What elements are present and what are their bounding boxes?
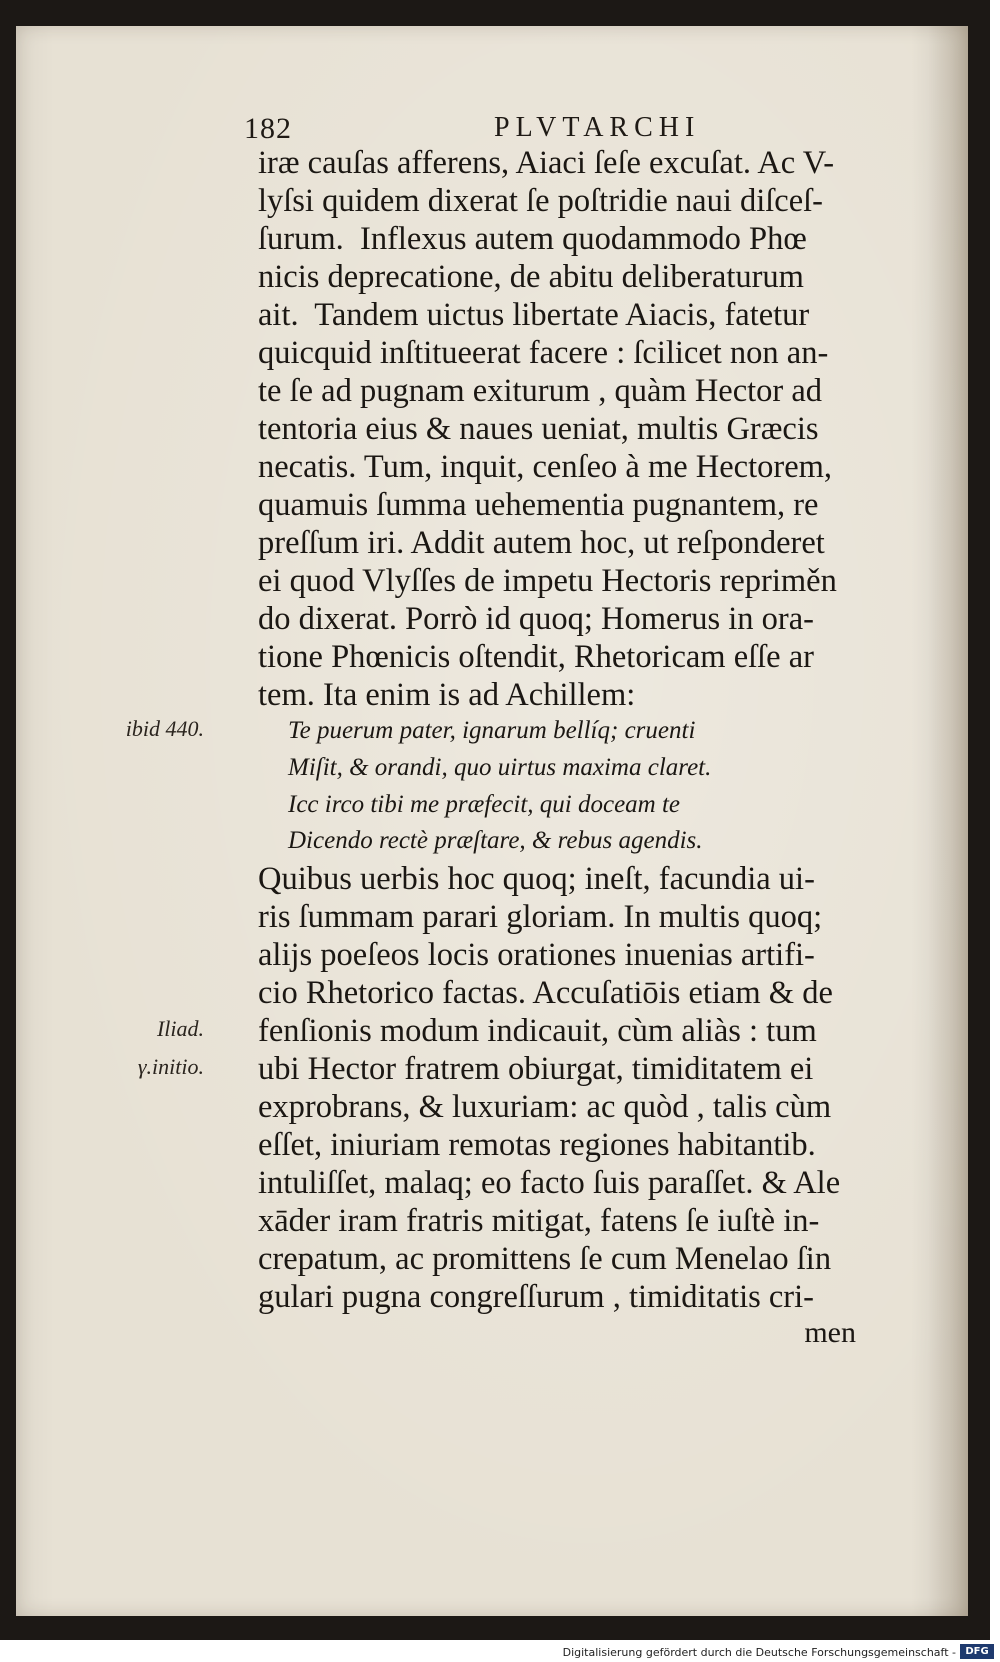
text-line: tentoria eius & naues ueniat, multis Græcis xyxy=(258,411,819,447)
text-line: crepatum, ac promittens ſe cum Menelao ſin xyxy=(258,1241,832,1277)
text-line: ris ſummam parari gloriam. In multis quoq; xyxy=(258,899,823,935)
text-line: gulari pugna congreſſurum , timiditatis cri- xyxy=(258,1279,814,1315)
text-line: lyſsi quidem dixerat ſe poſtridie naui diſceſ- xyxy=(258,183,823,219)
text-line: cio Rhetorico factas. Accuſatiōis etiam & de xyxy=(258,975,833,1011)
text-line: fenſionis modum indicauit, cùm aliàs : tum xyxy=(258,1013,817,1049)
digitization-credit-bar xyxy=(0,1640,1000,1662)
marginal-note-ibid: ibid 440. xyxy=(125,716,204,741)
text-line: ubi Hector fratrem obiurgat, timiditatem ei xyxy=(258,1051,814,1087)
marginal-note-iliad: Iliad. xyxy=(156,1016,204,1041)
text-line: te ſe ad pugnam exiturum , quàm Hector ad xyxy=(258,373,823,409)
running-title: PLVTARCHI xyxy=(494,112,701,143)
verse-line: Dicendo rectè præſtare, & rebus agendis. xyxy=(288,827,703,854)
text-line: preſſum iri. Addit autem hoc, ut reſponderet xyxy=(258,525,825,561)
catchword: men xyxy=(804,1316,856,1349)
dfg-logo: DFG xyxy=(960,1644,994,1659)
page-edge-shadow xyxy=(928,26,968,1616)
verse-line: Icc irco tibi me præfecit, qui doceam te xyxy=(288,791,681,818)
text-line: ſurum. Inflexus autem quodammodo Phœ xyxy=(258,221,807,257)
text-line: tem. Ita enim is ad Achillem: xyxy=(258,677,636,713)
text-line: necatis. Tum, inquit, cenſeo à me Hectorem, xyxy=(258,449,833,485)
text-line: intuliſſet, malaq; eo facto ſuis paraſſet. & Ale xyxy=(258,1165,841,1201)
text-line: quamuis ſumma uehementia pugnantem, re xyxy=(258,487,819,523)
text-line: ei quod Vlyſſes de impetu Hectoris repriměn xyxy=(258,563,837,599)
text-line: quicquid inſtitueerat facere : ſcilicet non an- xyxy=(258,335,829,371)
text-line: Quibus uerbis hoc quoq; ineſt, facundia ui- xyxy=(258,861,815,897)
text-line: ait. Tandem uictus libertate Aiacis, fatetur xyxy=(258,297,810,333)
text-line: nicis deprecatione, de abitu deliberaturum xyxy=(258,259,804,295)
text-line: iræ cauſas afferens, Aiaci ſeſe excuſat. Ac V- xyxy=(258,145,835,181)
text-line: xāder iram fratris mitigat, fatens ſe iuſtè in- xyxy=(258,1203,820,1239)
page-number: 182 xyxy=(244,112,292,145)
text-line: eſſet, iniuriam remotas regiones habitantib. xyxy=(258,1127,816,1163)
text-line: exprobrans, & luxuriam: ac quòd , talis cùm xyxy=(258,1089,832,1125)
digitization-credit-text: Digitalisierung gefördert durch die Deutsche Forschungsgemeinschaft - xyxy=(562,1646,956,1659)
verse-line: Miſit, & orandi, quo uirtus maxima claret. xyxy=(288,754,712,781)
text-line: tione Phœnicis oſtendit, Rhetoricam eſſe ar xyxy=(258,639,814,675)
marginal-note-initio: γ.initio. xyxy=(137,1054,204,1079)
book-page xyxy=(16,26,968,1616)
verse-line: Te puerum pater, ignarum bellíq; cruenti xyxy=(288,717,696,744)
text-line: do dixerat. Porrò id quoq; Homerus in ora- xyxy=(258,601,815,637)
text-line: alijs poeſeos locis orationes inuenias artifi- xyxy=(258,937,815,973)
